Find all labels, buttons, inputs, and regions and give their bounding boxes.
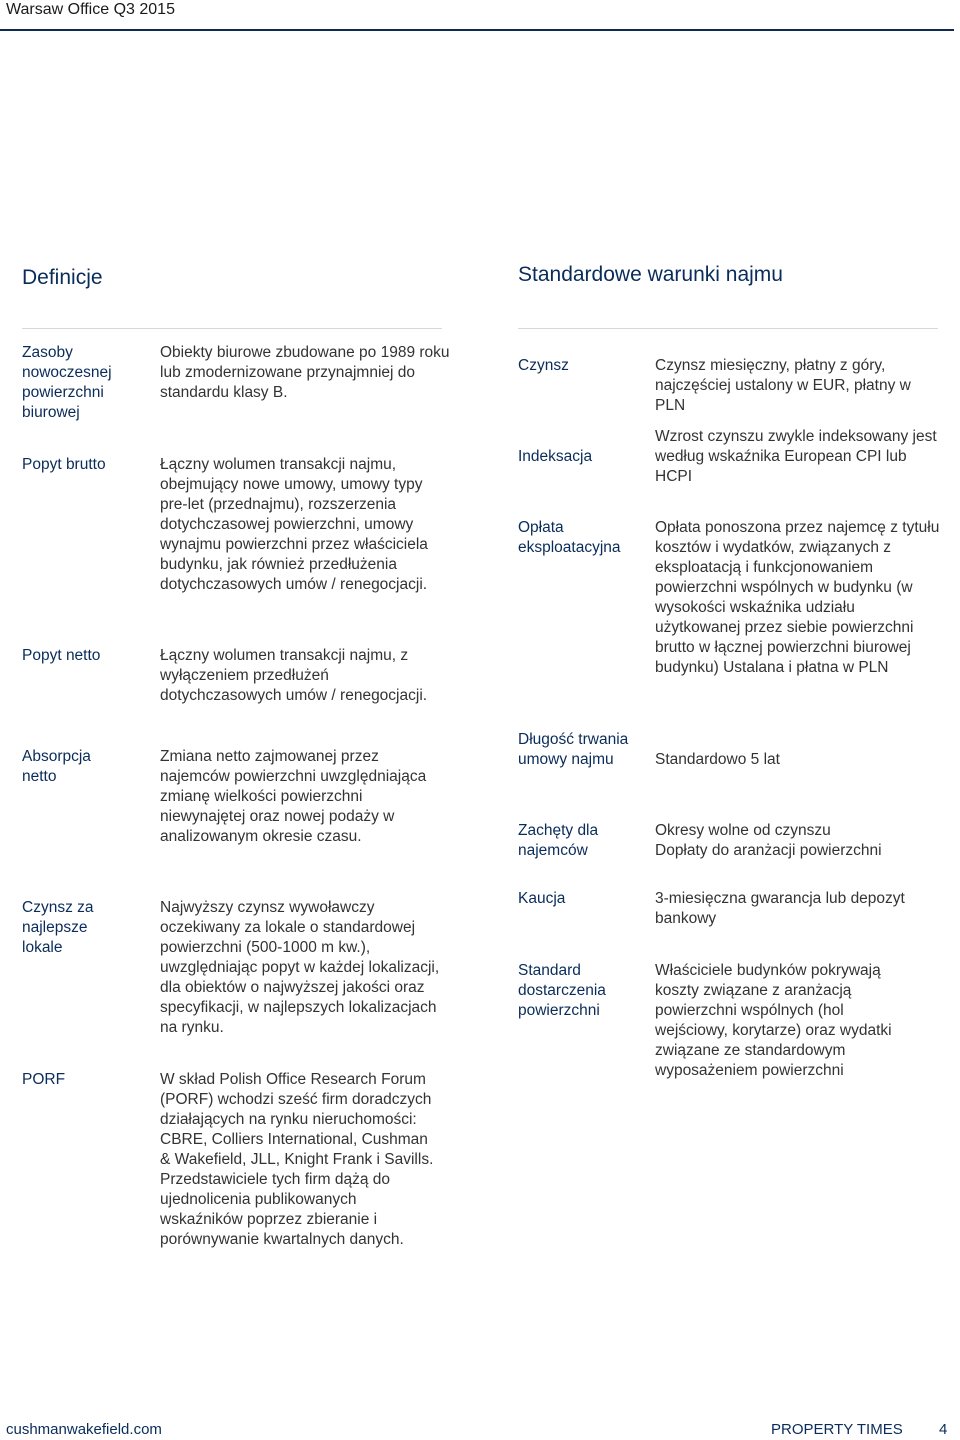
standard-term: Standard dostarczenia powierzchni	[518, 962, 606, 1019]
standard-desc-line: Dopłaty do aranżacji powierzchni	[655, 842, 882, 859]
definition-term: Absorpcja netto	[22, 748, 91, 785]
definition-desc: Zmiana netto zajmowanej przez najemców powierzchni uwzględniająca zmianę wielkości powierzchni niewynajętej oraz nowej podaży w analizowanym okresie czasu.	[160, 748, 427, 845]
standard-desc: 3-miesięczna gwarancja lub depozyt bankowy	[655, 890, 905, 927]
definition-desc: Łączny wolumen transakcji najmu, obejmujący nowe umowy, umowy typy pre-let (przednajmu), rozszerzenia dotychczasowej powierzchni, umowy wynajmu powierzchni przez właściciela budynku, jak również przedłużenia dotychczasowych umów / renegocjacji.	[160, 456, 428, 593]
standard-terms-title: Standardowe warunki najmu	[518, 263, 783, 286]
header-rule	[0, 29, 954, 31]
definition-term: Popyt brutto	[22, 456, 106, 473]
standard-term: Kaucja	[518, 890, 566, 907]
report-title: Warsaw Office Q3 2015	[6, 1, 175, 18]
definition-term: Zasoby nowoczesnej powierzchni biurowej	[22, 344, 112, 421]
definition-term: Czynsz za najlepsze lokale	[22, 899, 94, 956]
definitions-rule	[22, 328, 442, 329]
standard-terms-rule	[518, 328, 938, 329]
definition-desc: Obiekty biurowe zbudowane po 1989 roku lub zmodernizowane przynajmniej do standardu klasy B.	[160, 344, 450, 401]
definition-term: PORF	[22, 1071, 66, 1088]
standard-desc: Standardowo 5 lat	[655, 751, 780, 768]
definitions-title: Definicje	[22, 266, 103, 289]
standard-term: Zachęty dla najemców	[518, 822, 599, 859]
footer-publication: PROPERTY TIMES	[771, 1421, 903, 1438]
standard-term: Długość trwania umowy najmu	[518, 731, 629, 768]
standard-desc: Czynsz miesięczny, płatny z góry, najczęściej ustalony w EUR, płatny w PLN	[655, 357, 911, 414]
standard-desc-line: Okresy wolne od czynszu	[655, 822, 831, 839]
definition-desc: W skład Polish Office Research Forum (PORF) wchodzi sześć firm doradczych działających na rynku nieruchomości: CBRE, Colliers International, Cushman & Wakefield, JLL, Knight Frank i Savills. Przedstawiciele tych firm dążą do ujednolicenia publikowanych wskaźników poprzez zbieranie i porównywanie kwartalnych danych.	[160, 1071, 434, 1248]
standard-desc: Właściciele budynków pokrywają koszty związane z aranżacją powierzchni wspólnych (hol wejściowy, korytarze) oraz wydatki związane ze standardowym wyposażeniem powierzchni	[655, 962, 892, 1079]
footer-website: cushmanwakefield.com	[6, 1421, 162, 1438]
definition-desc: Łączny wolumen transakcji najmu, z wyłączeniem przedłużeń dotychczasowych umów / renegocjacji.	[160, 647, 428, 704]
standard-desc: Wzrost czynszu zwykle indeksowany jest według wskaźnika European CPI lub HCPI	[655, 428, 937, 485]
standard-desc: Opłata ponoszona przez najemcę z tytułu kosztów i wydatków, związanych z eksploatacją i funkcjonowaniem powierzchni wspólnych w budynku (w wysokości wskaźnika udziału użytkowanej przez siebie powierzchni brutto w łącznej powierzchni biurowej budynku) Ustalana i płatna w PLN	[655, 519, 940, 676]
standard-term: Indeksacja	[518, 448, 593, 465]
standard-term: Opłata eksploatacyjna	[518, 519, 621, 556]
definition-term: Popyt netto	[22, 647, 101, 664]
definition-desc: Najwyższy czynsz wywoławczy oczekiwany za lokale o standardowej powierzchni (500-1000 m kw.), uwzględniając popyt w każdej lokalizacji, dla obiektów o najwyższej jakości oraz specyfikacji, w najlepszych lokalizacjach na rynku.	[160, 899, 440, 1036]
standard-term: Czynsz	[518, 357, 569, 374]
standard-desc-list	[655, 821, 945, 861]
page-number: 4	[939, 1421, 948, 1438]
